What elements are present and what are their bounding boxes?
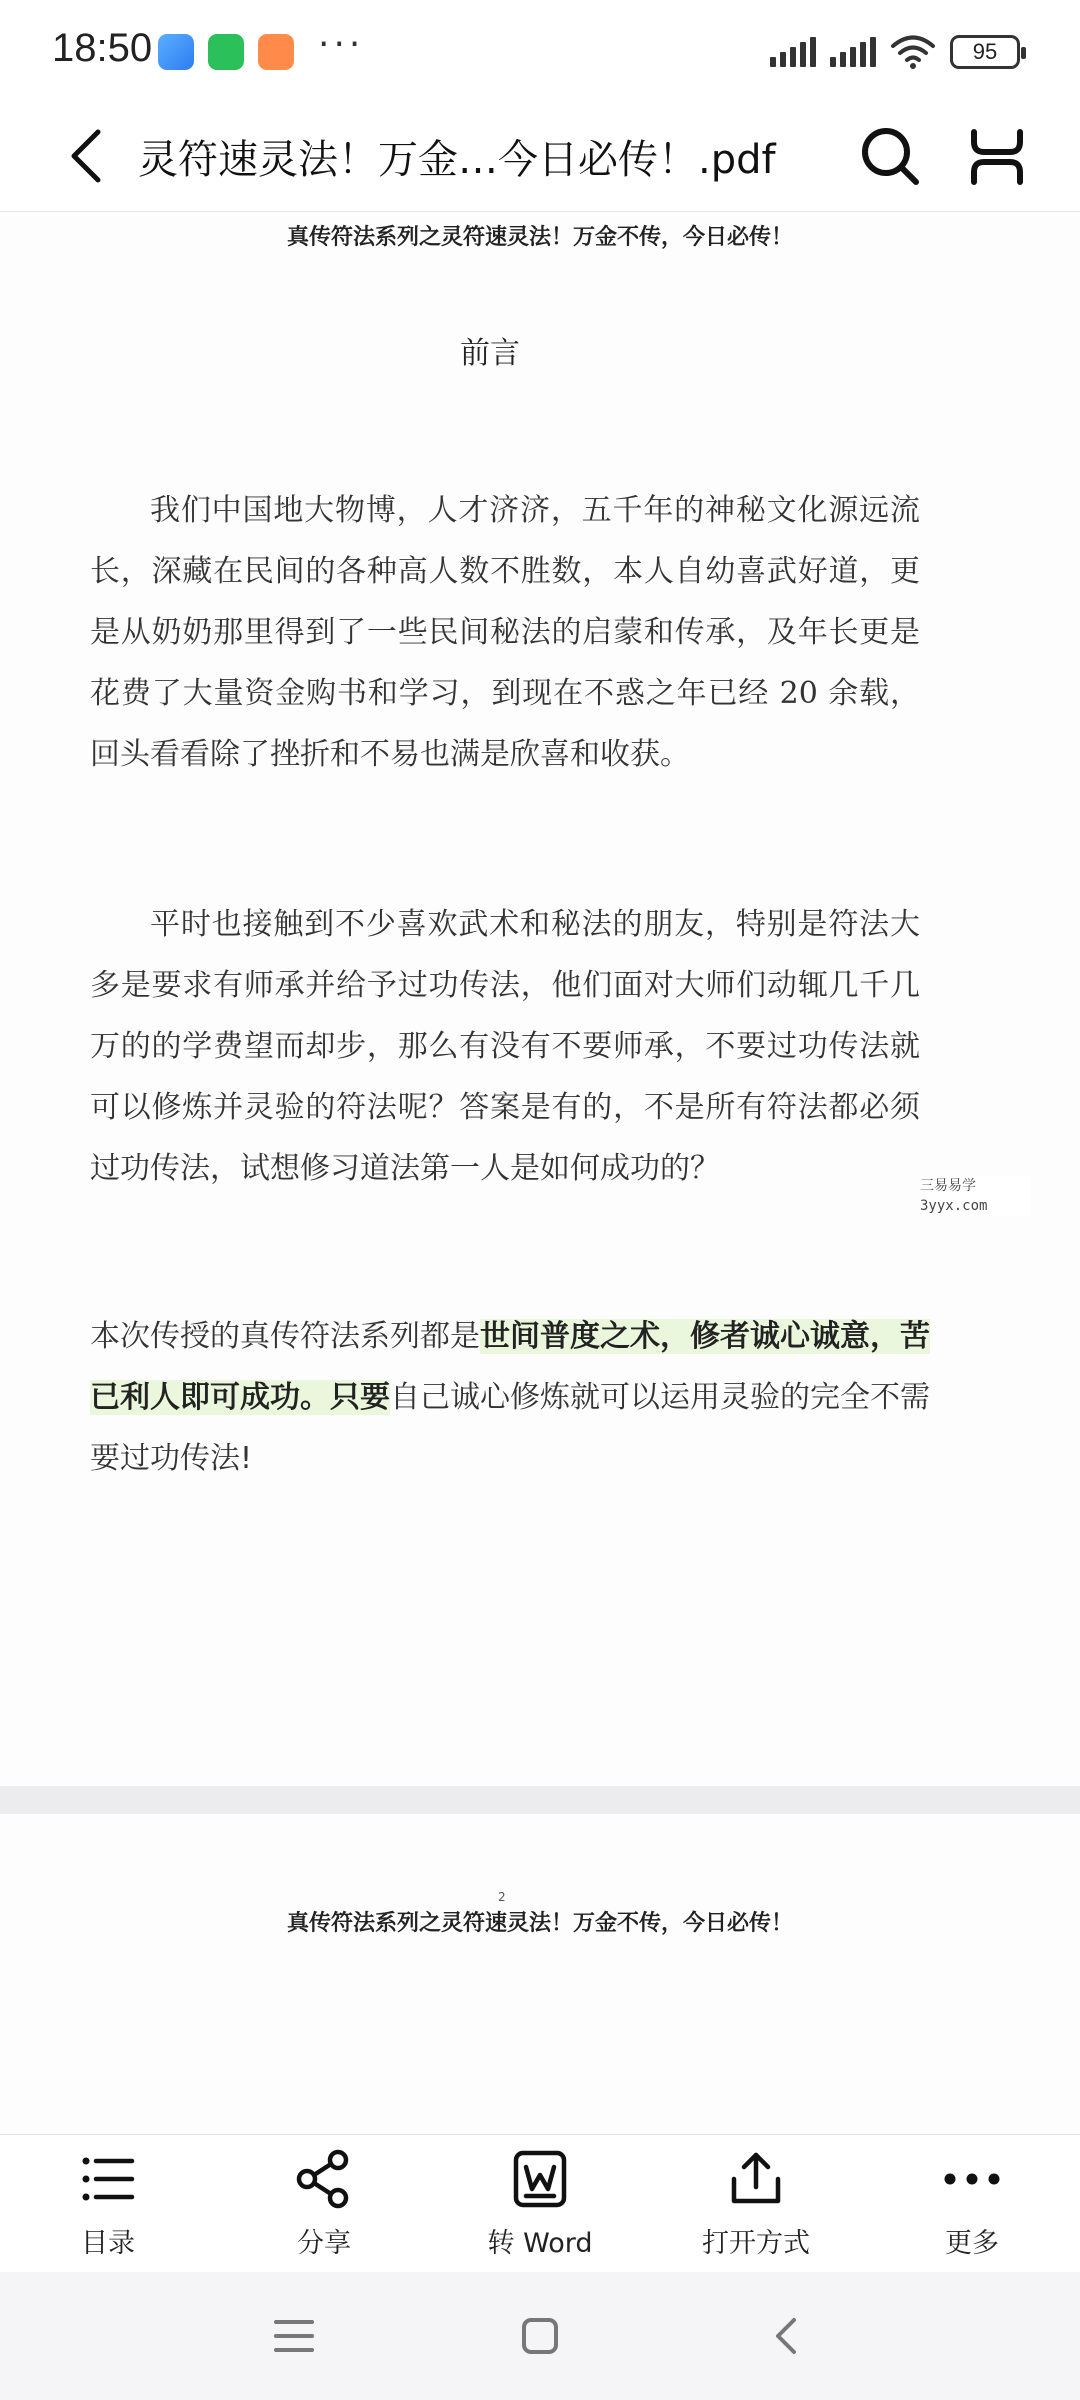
app-header bbox=[0, 100, 1080, 212]
battery-level: 95 bbox=[972, 39, 998, 64]
chevron-left-icon bbox=[68, 128, 104, 184]
open-with-button[interactable] bbox=[648, 2135, 864, 2273]
pdf-page-1[interactable] bbox=[0, 212, 1080, 1786]
watermark-text: 三易易学 bbox=[920, 1178, 976, 1194]
search-button[interactable] bbox=[856, 122, 926, 192]
watermark bbox=[920, 1176, 1030, 1216]
document-title: 灵符速灵法！万金…今日必传！.pdf bbox=[138, 137, 776, 183]
wechat-app-icon bbox=[208, 34, 244, 70]
paragraph: 平时也接触到不少喜欢武术和秘法的朋友，特别是符法大多是要求有师承并给予过功传法，他们面对大师们动辄几千几万的的学费望而却步，那么有没有不要师承，不要过功传法就可以修炼并灵验的符法呢？答案是有的，不是所有符法都必须过功传法，试想修习道法第一人是如何成功的？ bbox=[90, 907, 920, 1186]
reading-mode-icon bbox=[962, 122, 1032, 192]
pdf-page-2[interactable] bbox=[0, 1814, 1080, 2134]
page-header: 真传符法系列之灵符速灵法！万金不传，今日必传！ bbox=[286, 225, 793, 250]
page-separator bbox=[0, 1786, 1080, 1814]
status-indicators bbox=[770, 32, 1020, 72]
list-icon bbox=[78, 2149, 138, 2209]
menu-icon bbox=[274, 2318, 314, 2354]
share-label: 分享 bbox=[297, 2228, 351, 2259]
word-icon bbox=[510, 2149, 570, 2209]
system-back-button[interactable] bbox=[756, 2308, 816, 2364]
toc-label: 目录 bbox=[81, 2228, 135, 2259]
wifi-icon bbox=[890, 35, 936, 69]
convert-word-label: 转 Word bbox=[487, 2228, 593, 2259]
open-with-label: 打开方式 bbox=[702, 2228, 810, 2259]
home-button[interactable] bbox=[510, 2308, 570, 2364]
toc-button[interactable] bbox=[0, 2135, 216, 2273]
back-button[interactable] bbox=[56, 124, 116, 188]
watermark-url: 3yyx.com bbox=[920, 1198, 988, 1214]
signal-icon bbox=[770, 37, 816, 67]
reading-mode-button[interactable] bbox=[962, 122, 1032, 192]
signal-icon bbox=[830, 37, 876, 67]
more-notifications-icon: ··· bbox=[318, 24, 365, 65]
system-navigation-bar bbox=[0, 2272, 1080, 2400]
paragraph-text: 自己诚心修炼就可以运用灵验的完全不需要过功传法! bbox=[90, 1380, 930, 1476]
section-title: 前言 bbox=[460, 336, 520, 371]
weather-app-icon bbox=[158, 34, 194, 70]
open-with-icon bbox=[726, 2149, 786, 2209]
more-label: 更多 bbox=[945, 2228, 999, 2259]
page-number: 2 bbox=[498, 1890, 506, 1904]
paragraph bbox=[90, 1306, 930, 1489]
paragraph-text: 本次传授的真传符法系列都是 bbox=[90, 1319, 480, 1354]
paragraph: 我们中国地大物博，人才济济，五千年的神秘文化源远流长，深藏在民间的各种高人数不胜数，本人自幼喜武好道，更是从奶奶那里得到了一些民间秘法的启蒙和传承，及年长更是花费了大量资金购书和学习，到现在不惑之年已经 20 余载，回头看看除了挫折和不易也满是欣喜和收获。 bbox=[90, 493, 920, 772]
status-bar bbox=[0, 0, 1080, 100]
status-time: 18:50 bbox=[52, 26, 153, 70]
battery-icon bbox=[950, 35, 1020, 69]
search-icon bbox=[856, 122, 926, 192]
home-icon bbox=[520, 2316, 560, 2356]
bottom-toolbar bbox=[0, 2134, 1080, 2272]
share-icon bbox=[294, 2149, 354, 2209]
page-header: 真传符法系列之灵符速灵法！万金不传，今日必传！ bbox=[286, 1911, 793, 1936]
more-button[interactable] bbox=[864, 2135, 1080, 2273]
highlighted-text: 世间普度之术，修者诚心诚意，苦已利人即可成功。只要 bbox=[90, 1319, 930, 1415]
recent-apps-button[interactable] bbox=[264, 2308, 324, 2364]
convert-word-button[interactable] bbox=[432, 2135, 648, 2273]
share-button[interactable] bbox=[216, 2135, 432, 2273]
shop-app-icon bbox=[258, 34, 294, 70]
back-icon bbox=[774, 2316, 798, 2356]
more-icon bbox=[942, 2149, 1002, 2209]
